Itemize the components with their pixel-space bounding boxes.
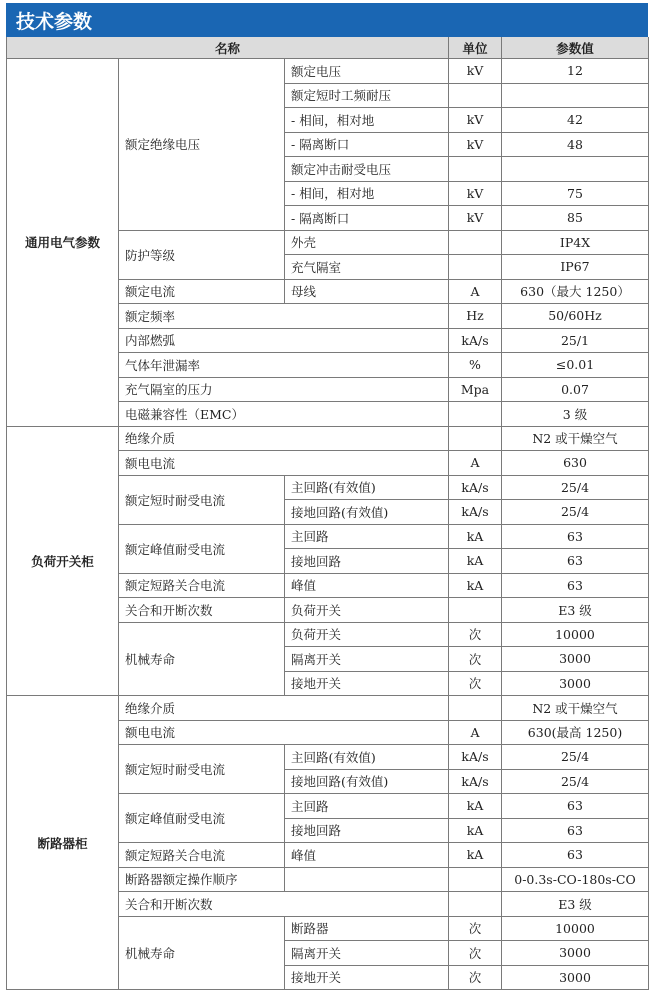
row-value: 63 [502, 524, 649, 549]
row-sublabel: - 相间，相对地 [285, 108, 449, 133]
row-unit: Mpa [449, 377, 502, 402]
row-sublabel: 接地开关 [285, 671, 449, 696]
row-unit [449, 426, 502, 451]
row-label: 电磁兼容性（EMC） [119, 402, 449, 427]
row-sublabel: 额定短时工频耐压 [285, 83, 449, 108]
row-sublabel: 母线 [285, 279, 449, 304]
row-value: 630（最大 1250） [502, 279, 649, 304]
row-sublabel: - 隔离断口 [285, 206, 449, 231]
row-label: 额定短路关合电流 [119, 843, 285, 868]
row-unit [449, 157, 502, 182]
row-sublabel: 接地回路(有效值) [285, 500, 449, 525]
page-title: 技术参数 [16, 11, 93, 33]
row-value: 25/4 [502, 769, 649, 794]
row-value: E3 级 [502, 892, 649, 917]
row-unit: kA [449, 843, 502, 868]
row-sublabel: 额定电压 [285, 59, 449, 84]
row-sublabel [285, 867, 449, 892]
row-sublabel: 接地回路(有效值) [285, 769, 449, 794]
row-unit: A [449, 279, 502, 304]
row-unit: kV [449, 108, 502, 133]
row-sublabel: 接地回路 [285, 818, 449, 843]
row-unit: 次 [449, 965, 502, 990]
row-sublabel: 隔离开关 [285, 941, 449, 966]
row-value: 630(最高 1250) [502, 720, 649, 745]
row-sublabel: 接地回路 [285, 549, 449, 574]
row-label: 防护等级 [119, 230, 285, 279]
table-header-row [7, 37, 649, 59]
spec-table [6, 37, 649, 990]
row-value: 3000 [502, 965, 649, 990]
row-value: 85 [502, 206, 649, 231]
row-unit: kV [449, 206, 502, 231]
row-unit [449, 230, 502, 255]
row-value: 10000 [502, 622, 649, 647]
row-unit: kV [449, 181, 502, 206]
table-row [7, 426, 649, 451]
row-unit: A [449, 451, 502, 476]
row-sublabel: 负荷开关 [285, 622, 449, 647]
row-unit: kV [449, 132, 502, 157]
row-value: 63 [502, 573, 649, 598]
row-unit [449, 696, 502, 721]
row-sublabel: 主回路(有效值) [285, 745, 449, 770]
row-unit: 次 [449, 941, 502, 966]
row-unit: kA [449, 573, 502, 598]
row-label: 额电电流 [119, 451, 449, 476]
row-label: 绝缘介质 [119, 696, 449, 721]
row-unit: kA/s [449, 500, 502, 525]
row-sublabel: 主回路 [285, 794, 449, 819]
row-unit [449, 255, 502, 280]
row-value: 48 [502, 132, 649, 157]
row-value: 50/60Hz [502, 304, 649, 329]
row-value: N2 或干燥空气 [502, 696, 649, 721]
group-load-switch: 负荷开关柜 [7, 426, 119, 696]
row-value: 12 [502, 59, 649, 84]
row-unit [449, 892, 502, 917]
row-label: 额定电流 [119, 279, 285, 304]
row-label: 额电电流 [119, 720, 449, 745]
row-label: 断路器额定操作顺序 [119, 867, 285, 892]
row-label: 内部燃弧 [119, 328, 449, 353]
row-unit: kV [449, 59, 502, 84]
row-value: 63 [502, 818, 649, 843]
row-unit: 次 [449, 671, 502, 696]
row-unit: kA [449, 549, 502, 574]
row-label: 额定短路关合电流 [119, 573, 285, 598]
row-unit: Hz [449, 304, 502, 329]
row-label: 额定频率 [119, 304, 449, 329]
row-value: 3000 [502, 941, 649, 966]
row-unit: kA [449, 794, 502, 819]
row-value: 25/4 [502, 475, 649, 500]
row-unit: kA/s [449, 475, 502, 500]
row-sublabel: - 相间，相对地 [285, 181, 449, 206]
title-banner [6, 3, 648, 37]
header-value: 参数值 [502, 37, 649, 59]
row-sublabel: 额定冲击耐受电压 [285, 157, 449, 182]
row-unit: kA/s [449, 769, 502, 794]
row-value: 63 [502, 843, 649, 868]
row-value: 25/1 [502, 328, 649, 353]
row-value: 0-0.3s-CO-180s-CO [502, 867, 649, 892]
row-value: 25/4 [502, 745, 649, 770]
row-label: 关合和开断次数 [119, 598, 285, 623]
row-value: IP4X [502, 230, 649, 255]
row-sublabel: 断路器 [285, 916, 449, 941]
row-value: 3 级 [502, 402, 649, 427]
row-sublabel: 负荷开关 [285, 598, 449, 623]
row-sublabel: - 隔离断口 [285, 132, 449, 157]
row-unit: 次 [449, 647, 502, 672]
row-value [502, 83, 649, 108]
row-value: 75 [502, 181, 649, 206]
row-value: 3000 [502, 647, 649, 672]
row-label: 额定短时耐受电流 [119, 745, 285, 794]
row-unit: A [449, 720, 502, 745]
row-unit: kA [449, 818, 502, 843]
header-name: 名称 [7, 37, 449, 59]
row-sublabel: 主回路 [285, 524, 449, 549]
row-value: ≤0.01 [502, 353, 649, 378]
row-unit: 次 [449, 916, 502, 941]
row-sublabel: 外壳 [285, 230, 449, 255]
row-label: 额定绝缘电压 [119, 59, 285, 231]
row-value: 3000 [502, 671, 649, 696]
row-value: IP67 [502, 255, 649, 280]
row-label: 充气隔室的压力 [119, 377, 449, 402]
row-value: 63 [502, 549, 649, 574]
row-value: 63 [502, 794, 649, 819]
header-unit: 单位 [449, 37, 502, 59]
row-sublabel: 主回路(有效值) [285, 475, 449, 500]
row-label: 气体年泄漏率 [119, 353, 449, 378]
row-label: 机械寿命 [119, 916, 285, 990]
row-label: 额定峰值耐受电流 [119, 794, 285, 843]
row-unit [449, 83, 502, 108]
row-unit: kA/s [449, 328, 502, 353]
row-value: N2 或干燥空气 [502, 426, 649, 451]
row-label: 额定短时耐受电流 [119, 475, 285, 524]
row-value: 10000 [502, 916, 649, 941]
row-unit: kA/s [449, 745, 502, 770]
row-value: 42 [502, 108, 649, 133]
row-unit: kA [449, 524, 502, 549]
row-unit [449, 867, 502, 892]
row-value: E3 级 [502, 598, 649, 623]
row-label: 绝缘介质 [119, 426, 449, 451]
row-sublabel: 峰值 [285, 573, 449, 598]
row-sublabel: 接地开关 [285, 965, 449, 990]
row-value: 630 [502, 451, 649, 476]
row-label: 机械寿命 [119, 622, 285, 696]
row-unit: % [449, 353, 502, 378]
row-label: 关合和开断次数 [119, 892, 449, 917]
row-value: 25/4 [502, 500, 649, 525]
row-sublabel: 隔离开关 [285, 647, 449, 672]
row-value [502, 157, 649, 182]
group-breaker: 断路器柜 [7, 696, 119, 990]
row-value: 0.07 [502, 377, 649, 402]
table-row [7, 59, 649, 84]
row-unit: 次 [449, 622, 502, 647]
row-unit [449, 402, 502, 427]
row-sublabel: 峰值 [285, 843, 449, 868]
row-label: 额定峰值耐受电流 [119, 524, 285, 573]
table-row [7, 696, 649, 721]
row-sublabel: 充气隔室 [285, 255, 449, 280]
group-general: 通用电气参数 [7, 59, 119, 427]
row-unit [449, 598, 502, 623]
